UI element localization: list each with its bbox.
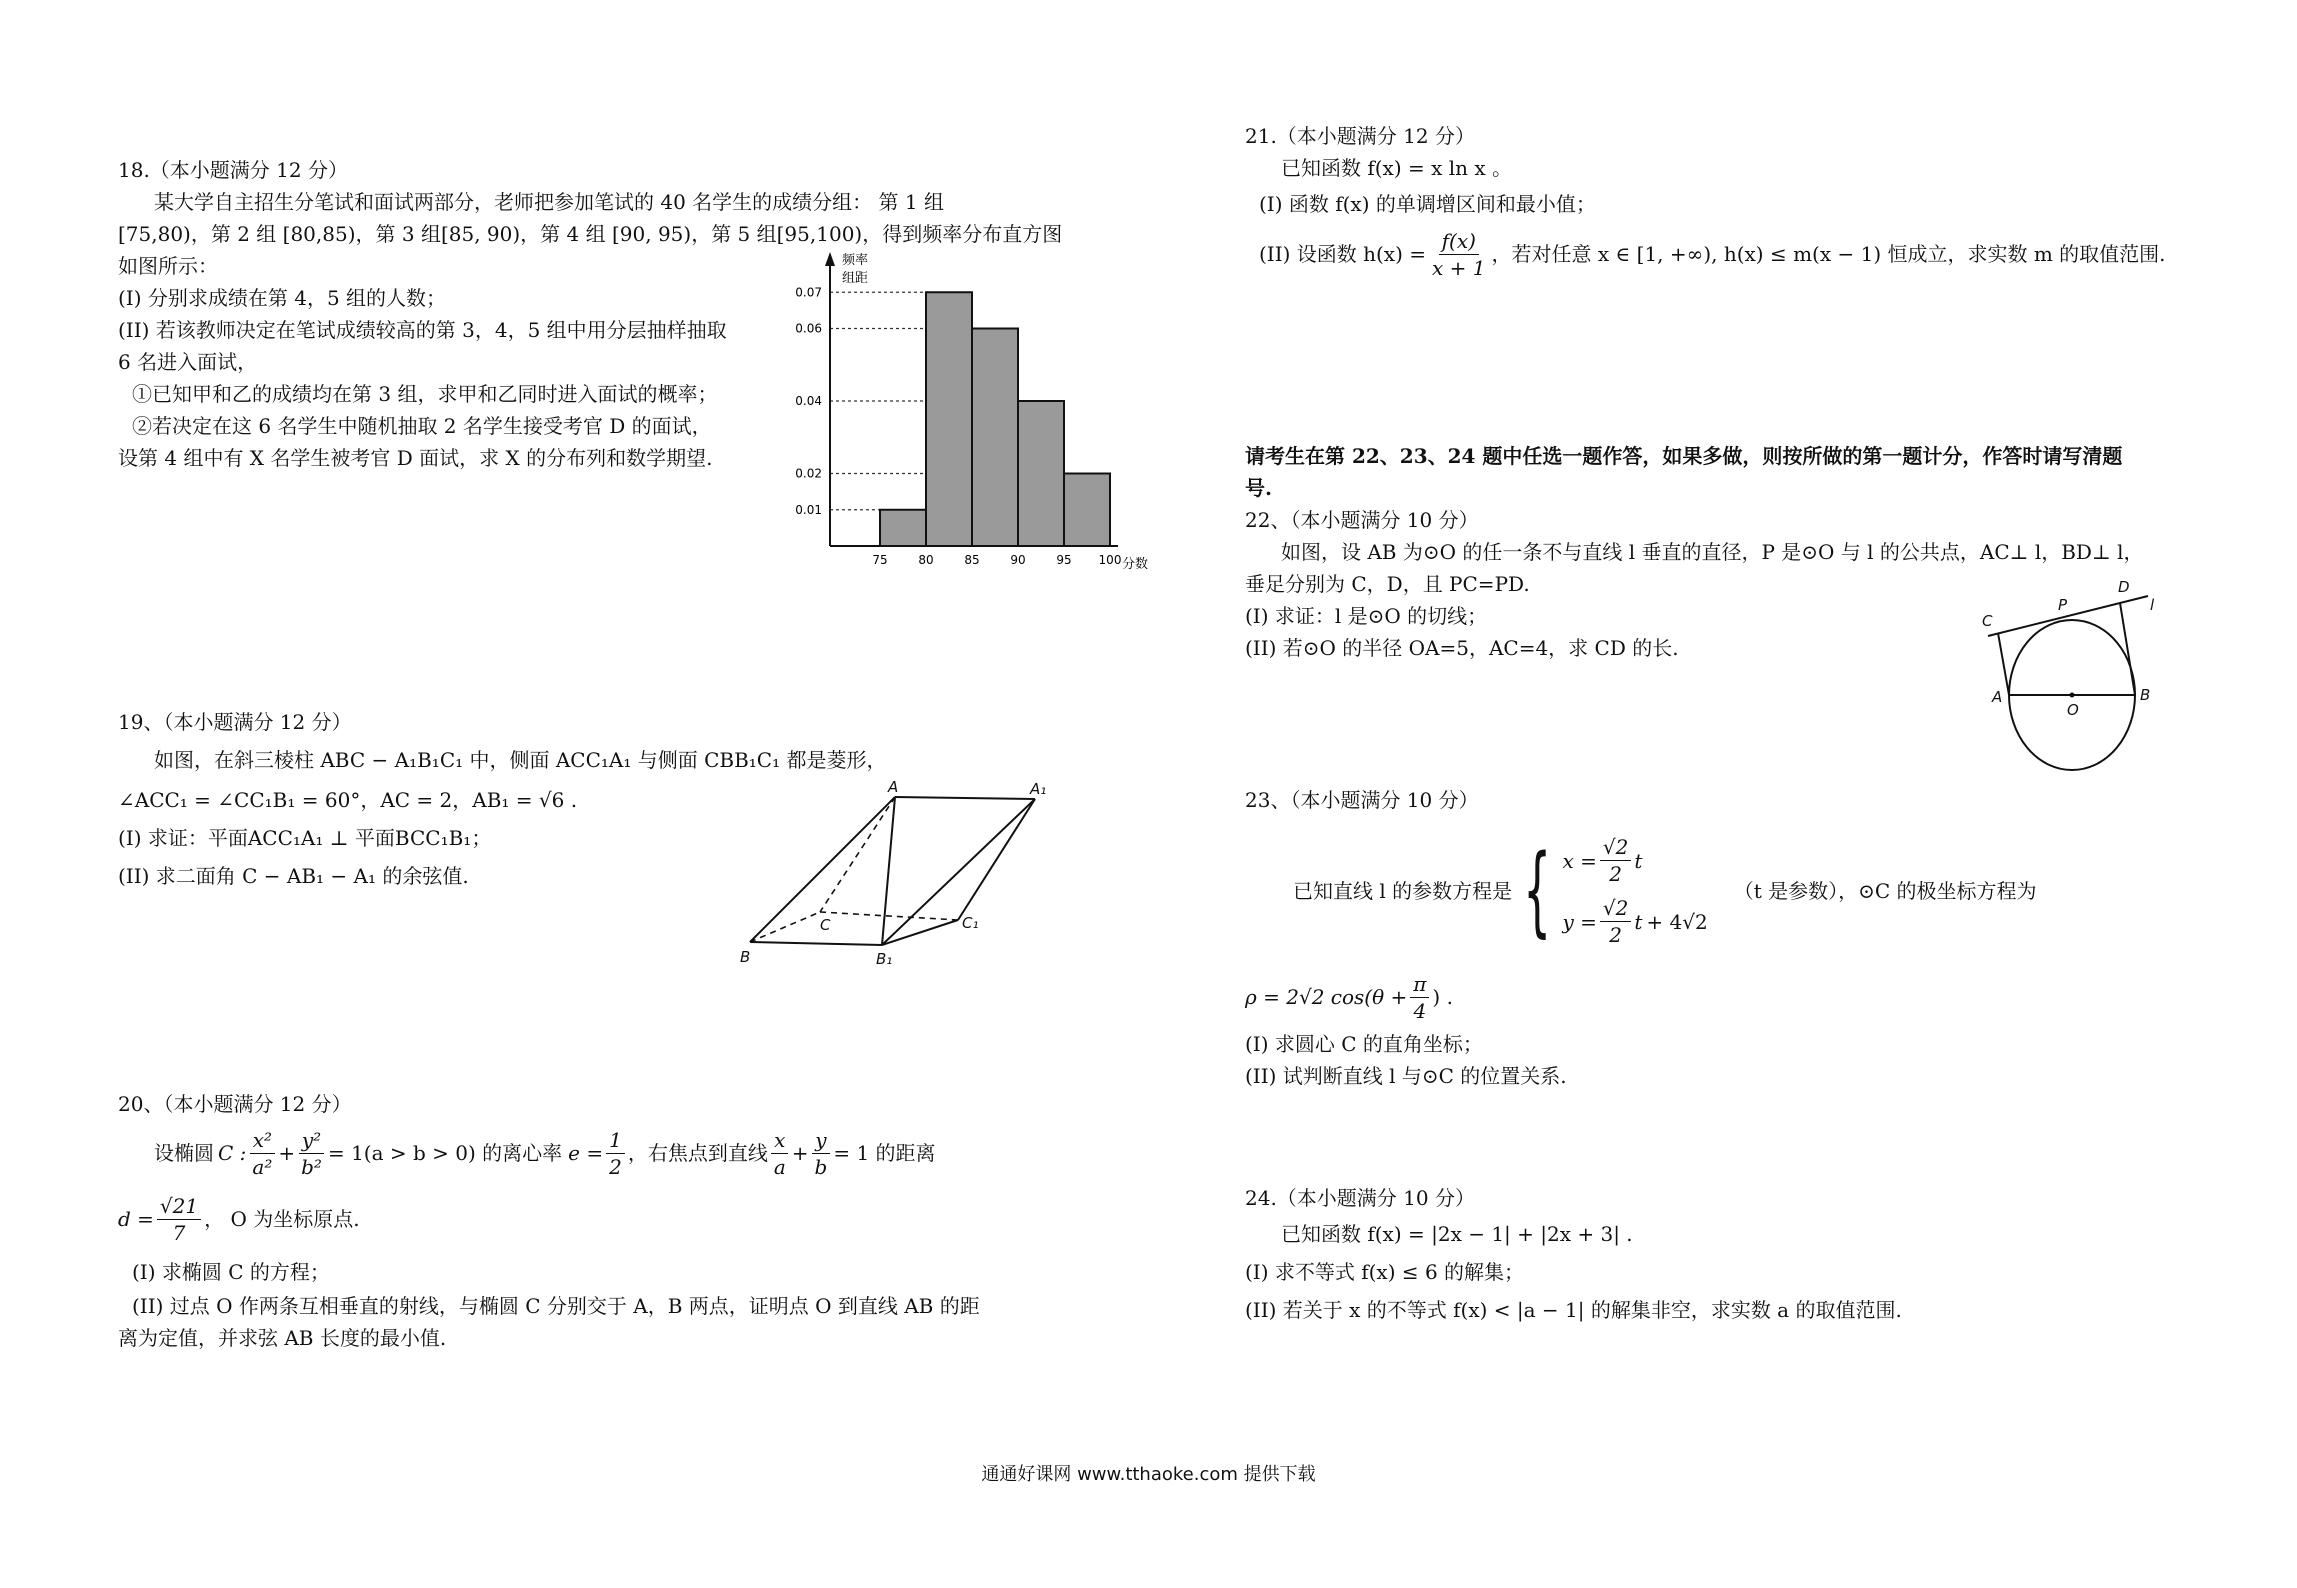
q18-stem-line-2: [75,80)，第 2 组 [80,85)，第 3 组[85, 90)，第 4 组 [90, 95)，第 5 组[95,100)，得到频率分布直方图 bbox=[118, 222, 1063, 246]
point-label-B: B bbox=[2140, 686, 2151, 704]
note-line-1: 请考生在第 22、23、24 题中任选一题作答，如果多做，则按所做的第一题计分，作答时请写清题 bbox=[1245, 444, 2123, 468]
point-label-O: O bbox=[2067, 701, 2079, 719]
q24-part-1: (I) 求不等式 f(x) ≤ 6 的解集； bbox=[1245, 1260, 1525, 1284]
q21-part-2 bbox=[1245, 222, 2265, 286]
edge-C-C1-hidden bbox=[820, 912, 958, 920]
histogram-bars bbox=[880, 292, 1110, 546]
q22-stem-line-1: 如图，设 AB 为⊙O 的任一条不与直线 l 垂直的直径，P 是⊙O 与 l 的公共点，AC⊥ l，BD⊥ l， bbox=[1281, 540, 2144, 564]
frac-y-b: $\frac{y}{b}$ bbox=[812, 1127, 831, 1180]
x-tick-label-3: 85 bbox=[964, 553, 980, 567]
point-label-P: P bbox=[2058, 596, 2068, 614]
point-label-C: C bbox=[1982, 612, 1993, 630]
y-axis-arrow bbox=[825, 252, 835, 266]
point-label-D: D bbox=[2118, 578, 2130, 596]
q18-stem-line-1: 某大学自主招生分笔试和面试两部分，老师把参加笔试的 40 名学生的成绩分组： 第 1 组 bbox=[154, 190, 944, 214]
oblique-prism-diagram bbox=[730, 780, 1080, 970]
line-label-l: l bbox=[2150, 596, 2155, 614]
frac-one-half: $\frac{1}{2}$ bbox=[606, 1127, 625, 1180]
q21-p2-post: ，若对任意 x ∈ [1, +∞), h(x) ≤ m(x − 1) 恒成立，求实数 m 的取值范围. bbox=[1491, 242, 2166, 266]
vertex-label-B1: B₁ bbox=[876, 950, 893, 968]
y-tick-labels bbox=[795, 285, 822, 517]
q18-sub-2: ②若决定在这 6 名学生中随机抽取 2 名学生接受考官 D 的面试， bbox=[132, 414, 712, 438]
q20-eq1: = 1 的距离 bbox=[833, 1141, 936, 1165]
note-line-2: 号. bbox=[1245, 476, 1272, 500]
edge-A-B1 bbox=[882, 797, 895, 945]
q21-header: 21.（本小题满分 12 分） bbox=[1245, 124, 1475, 148]
q23-part-2: (II) 试判断直线 l 与⊙C 的位置关系. bbox=[1245, 1064, 1567, 1088]
q19-header: 19、（本小题满分 12 分） bbox=[118, 710, 352, 734]
y-tick-label-5: 0.01 bbox=[795, 502, 822, 517]
q18-part-1: (I) 分别求成绩在第 4，5 组的人数； bbox=[118, 286, 447, 310]
x-tick-label-1: 75 bbox=[872, 553, 888, 567]
y-axis-label-top: 频率 bbox=[842, 253, 869, 268]
q23-polar-equation: ρ = 2√2 cos(θ + $\frac{\pi}{4}$ ) . bbox=[1245, 971, 1453, 1023]
histogram-bar-1 bbox=[880, 510, 926, 546]
histogram-bar-5 bbox=[1064, 474, 1110, 547]
q18-header: 18.（本小题满分 12 分） bbox=[118, 158, 348, 182]
y-tick-label-2: 0.06 bbox=[795, 321, 822, 336]
y-tick-label-3: 0.04 bbox=[795, 394, 822, 408]
q23-pre: 已知直线 l 的参数方程是 bbox=[1293, 879, 1513, 903]
q20-stem-line-1: 设椭圆 C : $\frac{\text{x²}}{\text{a²}}$ + $\frac{\text{y²}}{\text{b²}}$ = 1(a > b > 0) 的离心率 e = $\frac{1}{2}$ ，右焦点到直线 $\frac{x}{a}$ + $\frac{y}{b}$ = 1 的距离 bbox=[154, 1127, 936, 1179]
edge-B-B1 bbox=[750, 942, 882, 945]
parametric-system bbox=[1562, 834, 1707, 948]
q20-stem-line-2 bbox=[118, 1188, 1068, 1250]
vertex-label-C: C bbox=[820, 916, 831, 934]
q20-ellipse-name: C : bbox=[218, 1141, 247, 1165]
q23-part-1: (I) 求圆心 C 的直角坐标； bbox=[1245, 1032, 1483, 1056]
page-footer: 通通好课网 www.tthaoke.com 提供下载 bbox=[981, 1464, 1316, 1485]
q18-part-2b: 6 名进入面试， bbox=[118, 350, 258, 374]
q20-cond: = 1(a > b > 0) 的离心率 bbox=[327, 1141, 563, 1165]
q24-stem: 已知函数 f(x) = |2x − 1| + |2x + 3| . bbox=[1281, 1222, 1633, 1246]
y-axis-label-bottom: 组距 bbox=[842, 271, 869, 286]
q18-part-2a: (II) 若该教师决定在笔试成绩较高的第 3，4，5 组中用分层抽样抽取 bbox=[118, 318, 727, 342]
q20-d: d = bbox=[118, 1207, 154, 1231]
point-label-A: A bbox=[1992, 688, 2003, 706]
q23-header: 23、（本小题满分 10 分） bbox=[1245, 788, 1479, 812]
circle-tangent-diagram bbox=[1970, 570, 2170, 780]
vertex-label-B: B bbox=[740, 948, 751, 966]
x-tick-label-6: 100 bbox=[1098, 553, 1122, 567]
q22-header: 22、（本小题满分 10 分） bbox=[1245, 508, 1479, 532]
question-23 bbox=[1245, 784, 2265, 1092]
center-point-O bbox=[2070, 693, 2075, 698]
x-tick-label-2: 80 bbox=[918, 553, 934, 567]
q24-part-2: (II) 若关于 x 的不等式 f(x) < |a − 1| 的解集非空，求实数 a 的取值范围. bbox=[1245, 1298, 1902, 1322]
q21-part-1: (I) 函数 f(x) 的单调增区间和最小值； bbox=[1259, 192, 1596, 216]
system-brace: { bbox=[1523, 834, 1552, 948]
question-24 bbox=[1245, 1182, 2265, 1326]
q22-part-1: (I) 求证：l 是⊙O 的切线； bbox=[1245, 604, 1488, 628]
frac-x-a: $\frac{x}{a}$ bbox=[771, 1127, 789, 1180]
q22-part-2: (II) 若⊙O 的半径 OA=5，AC=4，求 CD 的长. bbox=[1245, 636, 1679, 660]
q20-part-2b: 离为定值，并求弦 AB 长度的最小值. bbox=[118, 1326, 447, 1350]
elective-note bbox=[1245, 440, 2265, 504]
vertex-label-A: A bbox=[888, 780, 899, 796]
q22-stem-line-2: 垂足分别为 C，D，且 PC=PD. bbox=[1245, 572, 1530, 596]
q18-stem-line-3: 如图所示： bbox=[118, 254, 218, 278]
edge-A-C-hidden bbox=[820, 797, 895, 912]
q20-pre: 设椭圆 bbox=[154, 1141, 214, 1165]
q20-e: e = bbox=[568, 1141, 604, 1165]
parametric-x: x = $\frac{√2}{2}$ t bbox=[1562, 835, 1643, 886]
q21-p2-pre: (II) 设函数 h(x) = bbox=[1259, 242, 1427, 266]
y-tick-label-4: 0.02 bbox=[795, 466, 822, 481]
edge-A-A1 bbox=[895, 797, 1035, 799]
frac-x2-a2: $\frac{\text{x²}}{\text{a²}}$ bbox=[249, 1127, 275, 1180]
q19-stem-line-1: 如图，在斜三棱柱 ABC − A₁B₁C₁ 中，侧面 ACC₁A₁ 与侧面 CBB₁C₁ 都是菱形， bbox=[154, 748, 887, 772]
histogram-bar-3 bbox=[972, 329, 1018, 547]
x-axis-label: 分数 bbox=[1122, 557, 1149, 572]
question-20 bbox=[118, 1088, 1068, 1354]
q23-post: （t 是参数），⊙C 的极坐标方程为 bbox=[1733, 879, 2037, 903]
y-tick-label-1: 0.07 bbox=[795, 285, 822, 300]
q20-dtail: ， O 为坐标原点. bbox=[204, 1207, 360, 1231]
edge-A1-B1 bbox=[882, 799, 1035, 945]
q20-part-1: (I) 求椭圆 C 的方程； bbox=[132, 1260, 330, 1284]
x-tick-labels bbox=[872, 553, 1121, 567]
q20-part-2a: (II) 过点 O 作两条互相垂直的射线，与椭圆 C 分别交于 A，B 两点，证明点 O 到直线 AB 的距 bbox=[132, 1294, 980, 1318]
q21-stem: 已知函数 f(x) = x ln x 。 bbox=[1281, 156, 1513, 180]
q20-mid: ，右焦点到直线 bbox=[627, 1141, 768, 1165]
histogram-bar-4 bbox=[1018, 401, 1064, 546]
q23-stem bbox=[1245, 816, 2265, 966]
edge-A1-C1 bbox=[958, 799, 1035, 920]
frac-fx-x1: $\frac{f(x)}{x + 1}$ bbox=[1432, 228, 1486, 280]
frac-y2-b2: $\frac{\text{y²}}{\text{b²}}$ bbox=[298, 1127, 325, 1180]
x-tick-label-5: 95 bbox=[1056, 553, 1072, 567]
vertex-label-A1: A₁ bbox=[1030, 780, 1047, 798]
histogram-guides bbox=[830, 292, 926, 510]
q24-header: 24.（本小题满分 10 分） bbox=[1245, 1186, 1475, 1210]
vertex-label-C1: C₁ bbox=[962, 914, 979, 932]
frac-sqrt21-7: $\frac{√21}{7}$ bbox=[157, 1193, 201, 1246]
frequency-histogram bbox=[770, 248, 1170, 578]
q19-part-1: (I) 求证：平面ACC₁A₁ ⊥ 平面BCC₁B₁； bbox=[118, 826, 492, 850]
edge-B1-C1 bbox=[882, 920, 958, 945]
q19-part-2: (II) 求二面角 C − AB₁ − A₁ 的余弦值. bbox=[118, 864, 469, 888]
q19-stem-line-2: ∠ACC₁ = ∠CC₁B₁ = 60°，AC = 2，AB₁ = √6 . bbox=[118, 788, 578, 812]
q20-header: 20、（本小题满分 12 分） bbox=[118, 1092, 352, 1116]
parametric-y: y = $\frac{√2}{2}$ t + 4√2 bbox=[1562, 896, 1708, 947]
edge-B-C-hidden bbox=[750, 912, 820, 942]
q18-sub-1: ①已知甲和乙的成绩均在第 3 组，求甲和乙同时进入面试的概率； bbox=[132, 382, 718, 406]
question-21 bbox=[1245, 120, 2265, 286]
frac-pi-4: $\frac{\pi}{4}$ bbox=[1410, 971, 1429, 1024]
x-tick-label-4: 90 bbox=[1010, 553, 1026, 567]
q18-sub-3: 设第 4 组中有 X 名学生被考官 D 面试，求 X 的分布列和数学期望. bbox=[118, 446, 713, 470]
segment-AC bbox=[1998, 633, 2009, 695]
histogram-bar-2 bbox=[926, 292, 972, 546]
